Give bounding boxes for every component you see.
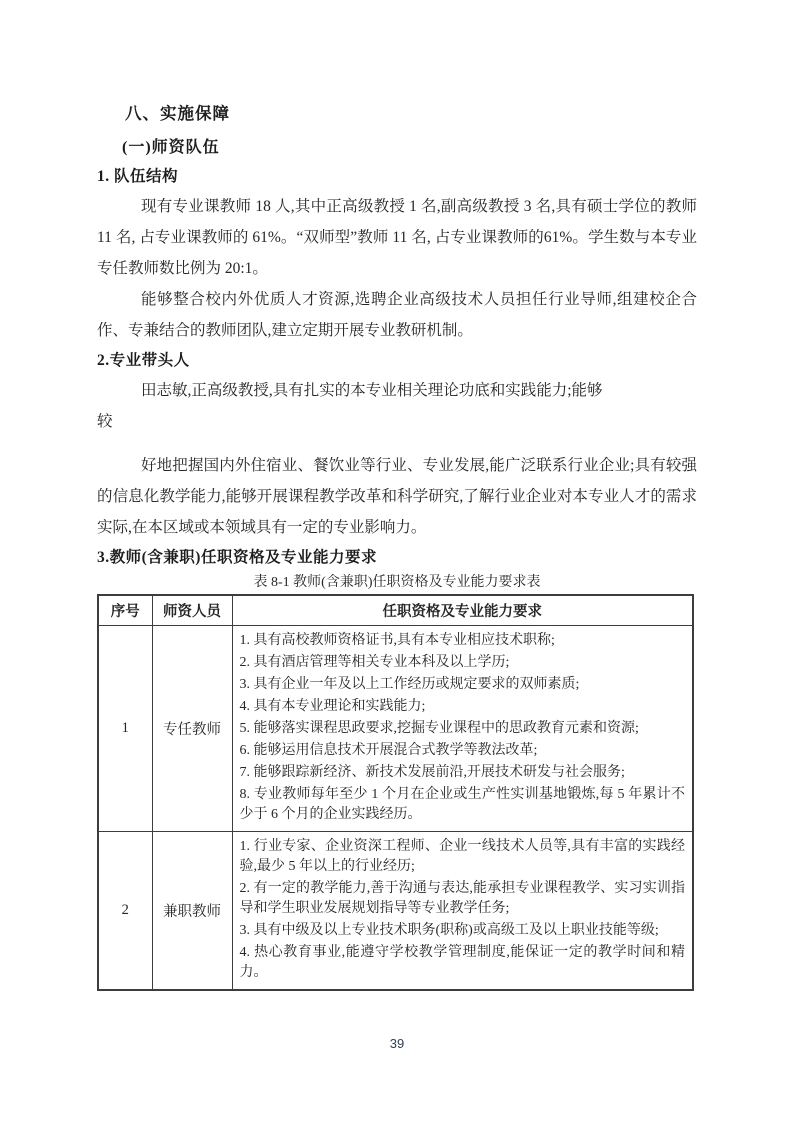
numbered-heading-2: 2.专业带头人 — [97, 352, 190, 369]
paragraph-leader-1 — [97, 375, 697, 437]
requirement-item: 4. 具有本专业理论和实践能力; — [239, 699, 426, 714]
paragraph-team-structure-2: 能够整合校内外优质人才资源,选聘企业高级技术人员担任行业导师,组建校企合作、专兼结合的教师团队,建立定期开展专业教研机制。 — [97, 291, 697, 339]
page-number: 39 — [389, 1036, 405, 1051]
staff-type-cell: 兼职教师 — [152, 832, 232, 991]
requirement-item: 8. 专业教师每年至少 1 个月在企业或生产性实训基地锻炼,每 5 年累计不少于 6 个月的企业实践经历。 — [239, 787, 685, 822]
paragraph-team-structure-1: 现有专业课教师 18 人,其中正高级教授 1 名,副高级教授 3 名,具有硕士学位的教师 11 名, 占专业课教师的 61%。“双师型”教师 11 名, 占专业课教师的61%。学生数与本专业专任教师数比例为 20:1。 — [97, 198, 697, 277]
requirement-item: 5. 能够落实课程思政要求,挖掘专业课程中的思政教育元素和资源; — [239, 721, 639, 736]
requirements-table — [97, 594, 694, 991]
staff-type-cell: 专任教师 — [152, 626, 232, 832]
table-header-cell-1: 序号 — [98, 595, 152, 626]
requirement-item: 3. 具有中级及以上专业技术职务(职称)或高级工及以上职业技能等级; — [239, 923, 659, 938]
numbered-heading-1: 1. 队伍结构 — [97, 168, 179, 185]
requirement-item: 7. 能够跟踪新经济、新技术发展前沿,开展技术研发与社会服务; — [239, 765, 625, 780]
requirement-item: 2. 具有酒店管理等相关专业本科及以上学历; — [239, 655, 510, 670]
table-header-cell-2: 师资人员 — [152, 595, 232, 626]
text-blocks — [97, 103, 697, 569]
paragraph-leader-2: 好地把握国内外住宿业、餐饮业等行业、专业发展,能广泛联系行业企业;具有较强的信息化教学能力,能够开展课程教学改革和科学研究,了解行业企业对本专业人才的需求实际,在本区域或本领域具有一定的专业影响力。 — [97, 457, 697, 536]
numbered-heading-3: 3.教师(含兼职)任职资格及专业能力要求 — [97, 549, 377, 566]
paragraph-leader-1-line-1: 田志敏,正高级教授,具有扎实的本专业相关理论功底和实践能力;能够 — [141, 382, 603, 399]
table-caption: 表 8-1 教师(含兼职)任职资格及专业能力要求表 — [253, 575, 541, 590]
paragraph-leader-1-line-2: 较 — [97, 413, 113, 430]
subsection-heading: (一)师资队伍 — [122, 139, 220, 156]
requirement-item: 6. 能够运用信息技术开展混合式教学等教法改革; — [239, 743, 538, 758]
table-row — [98, 832, 693, 991]
requirement-item: 4. 热心教育事业,能遵守学校教学管理制度,能保证一定的教学时间和精力。 — [239, 945, 685, 980]
table-row — [98, 626, 693, 832]
table-header-cell-3: 任职资格及专业能力要求 — [232, 595, 693, 626]
requirements-cell — [232, 626, 693, 832]
requirement-item: 1. 行业专家、企业资深工程师、企业一线技术人员等,具有丰富的实践经验,最少 5 年以上的行业经历; — [239, 839, 685, 874]
requirement-item: 1. 具有高校教师资格证书,具有本专业相应技术职称; — [239, 633, 555, 648]
row-number-cell: 2 — [98, 832, 152, 991]
requirement-item: 3. 具有企业一年及以上工作经历或规定要求的双师素质; — [239, 677, 580, 692]
row-number-cell: 1 — [98, 626, 152, 832]
section-heading: 八、实施保障 — [125, 105, 230, 123]
requirements-cell — [232, 832, 693, 991]
table-header-row — [98, 595, 693, 626]
requirement-item: 2. 有一定的教学能力,善于沟通与表达,能承担专业课程教学、实习实训指导和学生职业发展规划指导等专业教学任务; — [239, 881, 685, 916]
